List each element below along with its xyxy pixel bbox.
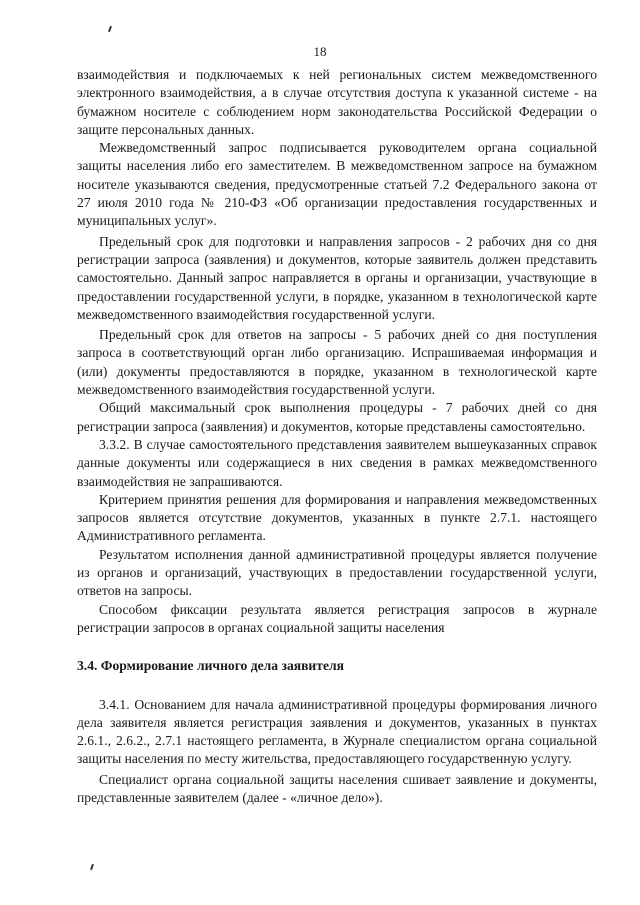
- section-heading: 3.4. Формирование личного дела заявителя: [77, 658, 344, 674]
- scan-speck: [90, 864, 94, 870]
- scan-speck: [108, 26, 112, 32]
- paragraph: Предельный срок для подготовки и направления запросов - 2 рабочих дня со дня регистрации запроса (заявления) и документов, которые заявитель должен представить самостоятельно. Данный запрос направляется в органы и организации, участвующие в предоставлении государственной услуги, в порядке, указанном в технологической карте межведомственного взаимодействия государственной услуги.: [77, 233, 597, 322]
- document-body: [77, 66, 597, 807]
- paragraph: Критерием принятия решения для формирования и направления межведомственных запросов является отсутствие документов, указанных в пункте 2.7.1. настоящего Административного регламента.: [77, 491, 597, 544]
- paragraph: Общий максимальный срок выполнения процедуры - 7 рабочих дней со дня регистрации запроса (заявления) и документов, которые представлены самостоятельно.: [77, 400, 597, 434]
- paragraph: 3.3.2. В случае самостоятельного представления заявителем вышеуказанных справок данные документы или содержащиеся в них сведения в рамках межведомственного взаимодействия не запрашиваются.: [77, 436, 597, 489]
- paragraph: Специалист органа социальной защиты населения сшивает заявление и документы, представленные заявителем (далее - «личное дело»).: [77, 771, 597, 805]
- paragraph: Способом фиксации результата является регистрация запросов в журнале регистрации запросов в органах социальной защиты населения: [77, 601, 597, 635]
- paragraph: 3.4.1. Основанием для начала административной процедуры формирования личного дела заявителя является регистрация заявления и документов, указанных в пунктах 2.6.1., 2.6.2., 2.7.1 настоящего регламента, в Журнале специалистом органа социальной защиты населения по месту жительства, предоставляющего государственную услугу.: [77, 696, 597, 767]
- page-number: 18: [313, 44, 327, 59]
- paragraph: взаимодействия и подключаемых к ней региональных систем межведомственного электронного взаимодействия, а в случае отсутствия доступа к указанной системе - на бумажном носителе с соблюдением норм законодательства Российской Федерации о защите персональных данных.: [77, 67, 597, 137]
- paragraph: Предельный срок для ответов на запросы - 5 рабочих дней со дня поступления запроса в соответствующий орган либо организацию. Испрашиваемая информация и (или) документы предоставляются в порядке, указанном в технологической карте межведомственного взаимодействия государственной услуги.: [77, 327, 597, 398]
- paragraph: Межведомственный запрос подписывается руководителем органа социальной защиты населения либо его заместителем. В межведомственном запросе на бумажном носителе указываются сведения, предусмотренные статьей 7.2 Федерального закона от 27 июля 2010 года № 210-ФЗ «Об организации предоставления государственных и муниципальных услуг».: [77, 140, 597, 229]
- paragraph: Результатом исполнения данной административной процедуры является получение из органов и организаций, участвующих в предоставлении государственной услуги, ответов на запросы.: [77, 546, 597, 599]
